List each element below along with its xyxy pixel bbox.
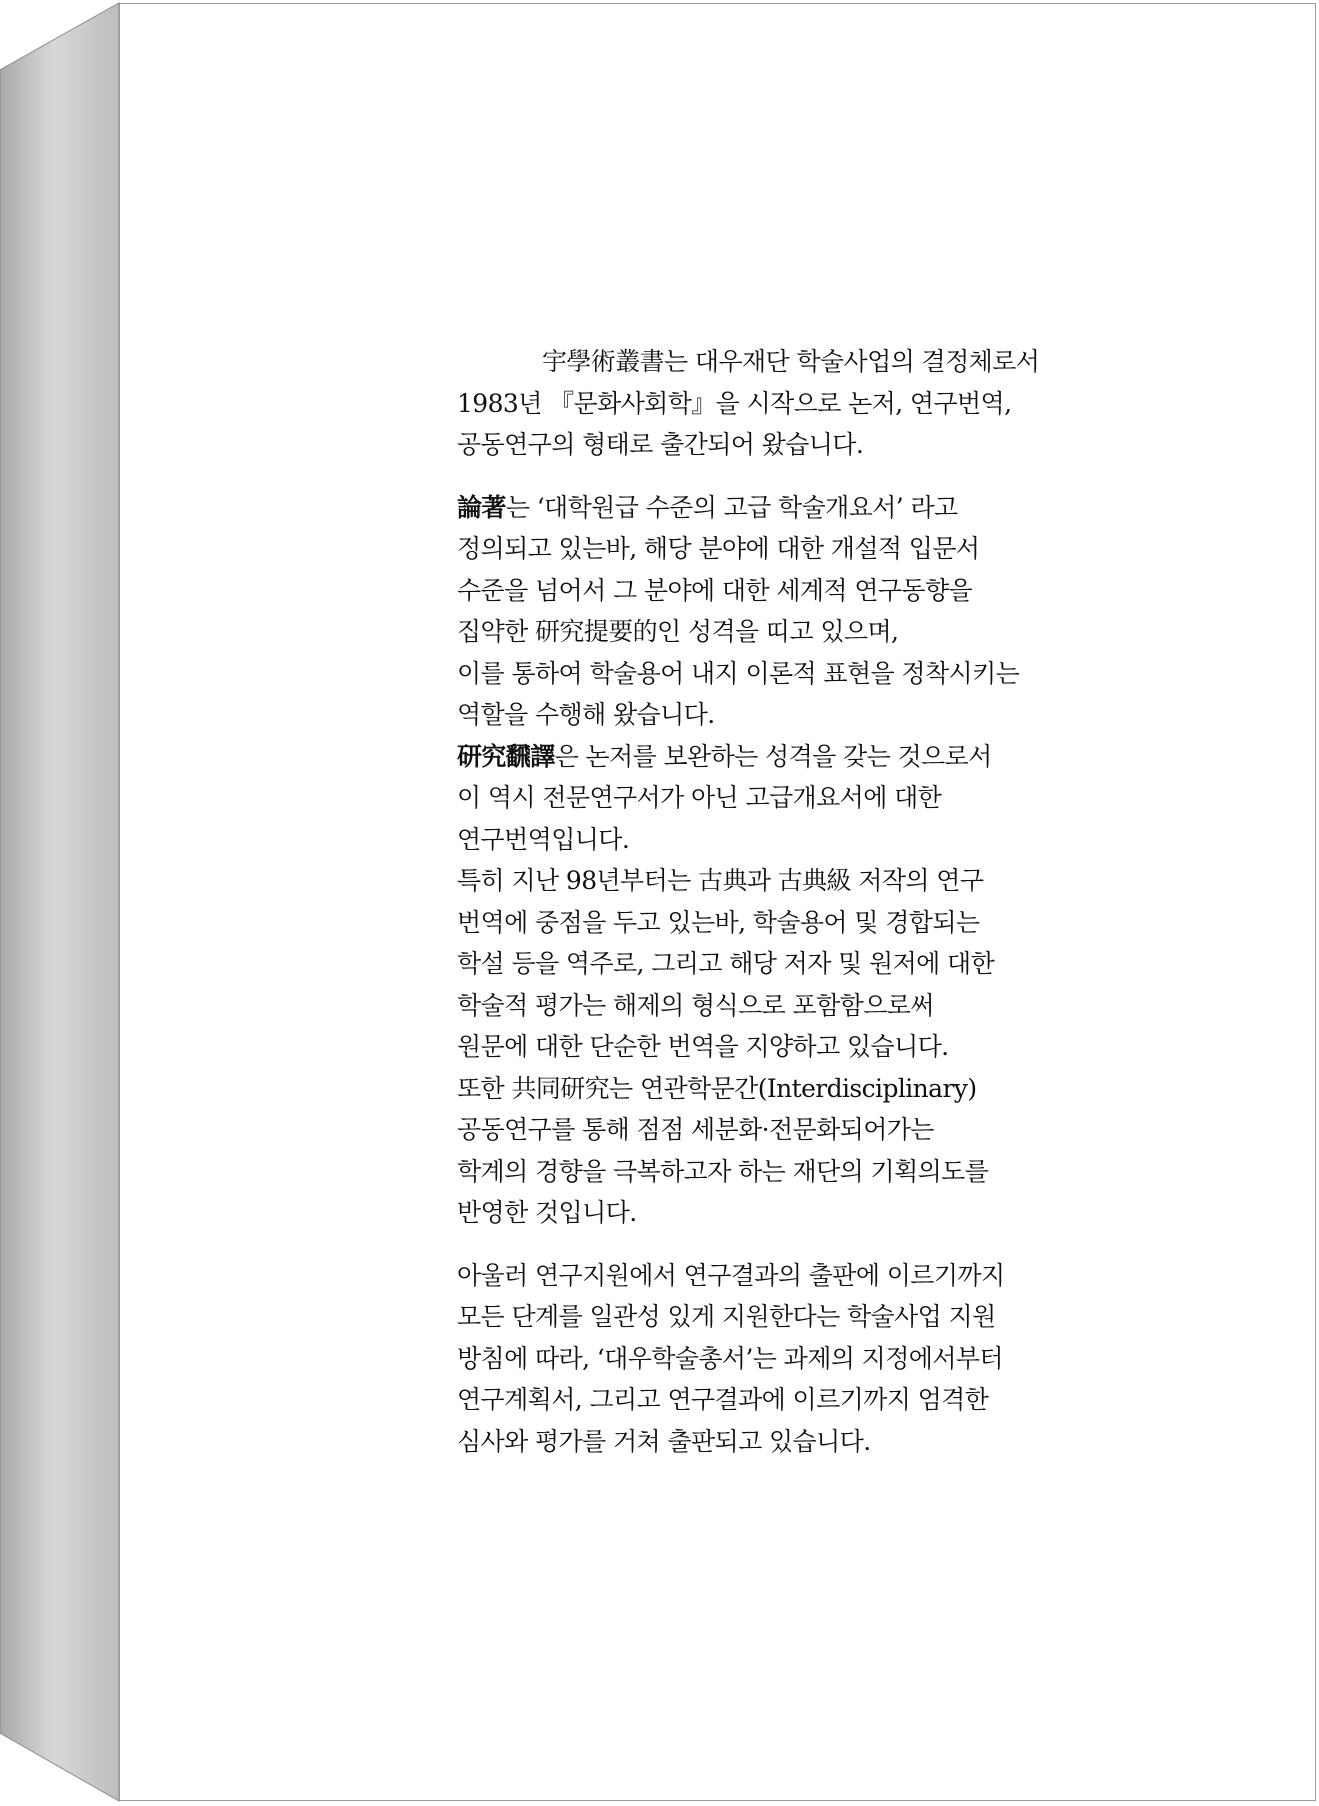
closing-line: 방침에 따라, ‘대우학술총서’는 과제의 지정에서부터 [457,1343,1003,1373]
body-rest: 은 논저를 보완하는 성격을 갖는 것으로서 [554,741,992,771]
body-line: 원문에 대한 단순한 번역을 지양하고 있습니다. [457,1032,949,1061]
body-line: 번역에 중점을 두고 있는바, 학술용어 및 경합되는 [457,907,980,937]
body-line: 공동연구를 통해 점점 세분화·전문화되어가는 [457,1115,934,1144]
body-line: 연구번역입니다. [457,824,630,854]
body-line: 정의되고 있는바, 해당 분야에 대한 개설적 입문서 [457,534,980,563]
closing-line: 연구계획서, 그리고 연구결과에 이르기까지 엄격한 [457,1385,989,1414]
body-line: 또한 共同研究는 연관학문간(Interdisciplinary) [457,1073,977,1103]
text-block [457,341,1077,1462]
body-rest: 는 ‘대학원급 수준의 고급 학술개요서’ 라고 [505,492,958,522]
intro-paragraph [457,341,1077,466]
closing-paragraph [457,1255,1077,1463]
body-lead: 論著 [457,492,506,522]
body-line: 역할을 수행해 왔습니다. [457,700,715,729]
body-line: 학설 등을 역주로, 그리고 해당 저자 및 원저에 대한 [457,949,995,978]
intro-line: 1983년 『문화사회학』을 시작으로 논저, 연구번역, [457,388,1012,418]
body-line: 수준을 넘어서 그 분야에 대한 세계적 연구동향을 [457,575,973,605]
closing-line: 심사와 평가를 거쳐 출판되고 있습니다. [457,1426,871,1456]
body-line: 특히 지난 98년부터는 古典과 古典級 저작의 연구 [457,866,984,895]
intro-line: 宇學術叢書는 대우재단 학술사업의 결정체로서 [542,347,1040,376]
body-line: 집약한 研究提要的인 성격을 띠고 있으며, [457,617,899,646]
body-line: 학술적 평가는 해제의 형식으로 포함함으로써 [457,990,934,1020]
closing-line: 모든 단계를 일관성 있게 지원한다는 학술사업 지원 [457,1302,996,1331]
closing-line: 아울러 연구지원에서 연구결과의 출판에 이르기까지 [457,1260,1005,1290]
body-line [457,736,1077,778]
body-line: 이 역시 전문연구서가 아닌 고급개요서에 대한 [457,783,942,812]
intro-line: 공동연구의 형태로 출간되어 왔습니다. [457,430,864,459]
body-paragraph [457,487,1077,1234]
body-line: 이를 통하여 학술용어 내지 이론적 표현을 정착시키는 [457,658,1020,688]
body-line [457,487,1077,529]
body-line: 반영한 것입니다. [457,1198,637,1227]
body-lead: 研究飜譯 [457,741,555,771]
body-line: 학계의 경향을 극복하고자 하는 재단의 기획의도를 [457,1156,989,1186]
